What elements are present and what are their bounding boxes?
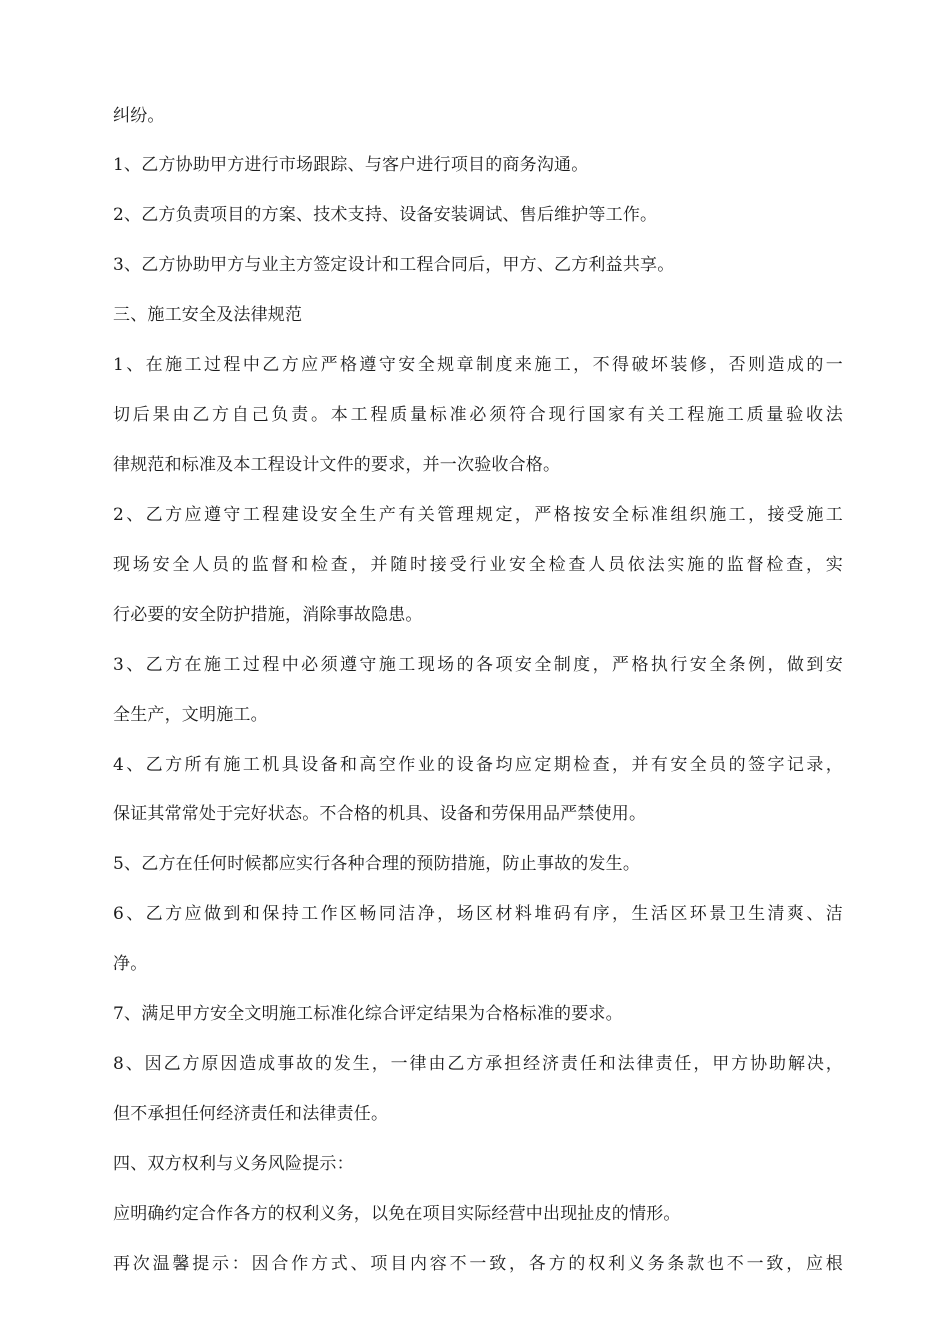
text-line-21: 但不承担任何经济责任和法律责任。 [113, 1104, 389, 1124]
text-line-15: 保证其常常处于完好状态。不合格的机具、设备和劳保用品严禁使用。 [113, 804, 647, 824]
text-line-14: 4、乙方所有施工机具设备和高空作业的设备均应定期检查，并有安全员的签字记录， [113, 755, 843, 775]
text-line-1: 纠纷。 [113, 106, 165, 126]
section-heading-3: 三、施工安全及法律规范 [113, 305, 303, 325]
text-line-7: 切后果由乙方自己负责。本工程质量标准必须符合现行国家有关工程施工质量验收法 [113, 405, 843, 425]
text-line-2: 1、乙方协助甲方进行市场跟踪、与客户进行项目的商务沟通。 [113, 155, 589, 175]
text-line-16: 5、乙方在任何时候都应实行各种合理的预防措施，防止事故的发生。 [113, 854, 641, 874]
text-line-9: 2、乙方应遵守工程建设安全生产有关管理规定，严格按安全标准组织施工，接受施工 [113, 505, 843, 525]
text-line-24: 再次温馨提示：因合作方式、项目内容不一致，各方的权利义务条款也不一致，应根 [113, 1254, 843, 1274]
text-line-11: 行必要的安全防护措施，消除事故隐患。 [113, 605, 423, 625]
text-line-17: 6、乙方应做到和保持工作区畅同洁净，场区材料堆码有序，生活区环景卫生清爽、洁 [113, 904, 843, 924]
text-line-10: 现场安全人员的监督和检查，并随时接受行业安全检查人员依法实施的监督检查，实 [113, 555, 843, 575]
section-heading-4: 四、双方权利与义务风险提示： [113, 1154, 354, 1174]
text-line-19: 7、满足甲方安全文明施工标准化综合评定结果为合格标准的要求。 [113, 1004, 623, 1024]
text-line-18: 净。 [113, 954, 148, 974]
text-line-23: 应明确约定合作各方的权利义务，以免在项目实际经营中出现扯皮的情形。 [113, 1204, 681, 1224]
text-line-13: 全生产，文明施工。 [113, 705, 268, 725]
text-line-3: 2、乙方负责项目的方案、技术支持、设备安装调试、售后维护等工作。 [113, 205, 658, 225]
text-line-6: 1、在施工过程中乙方应严格遵守安全规章制度来施工，不得破坏装修，否则造成的一 [113, 355, 843, 375]
text-line-4: 3、乙方协助甲方与业主方签定设计和工程合同后，甲方、乙方利益共享。 [113, 255, 675, 275]
text-line-20: 8、因乙方原因造成事故的发生，一律由乙方承担经济责任和法律责任，甲方协助解决， [113, 1054, 843, 1074]
text-line-12: 3、乙方在施工过程中必须遵守施工现场的各项安全制度，严格执行安全条例，做到安 [113, 655, 843, 675]
text-line-8: 律规范和标准及本工程设计文件的要求，并一次验收合格。 [113, 455, 561, 475]
